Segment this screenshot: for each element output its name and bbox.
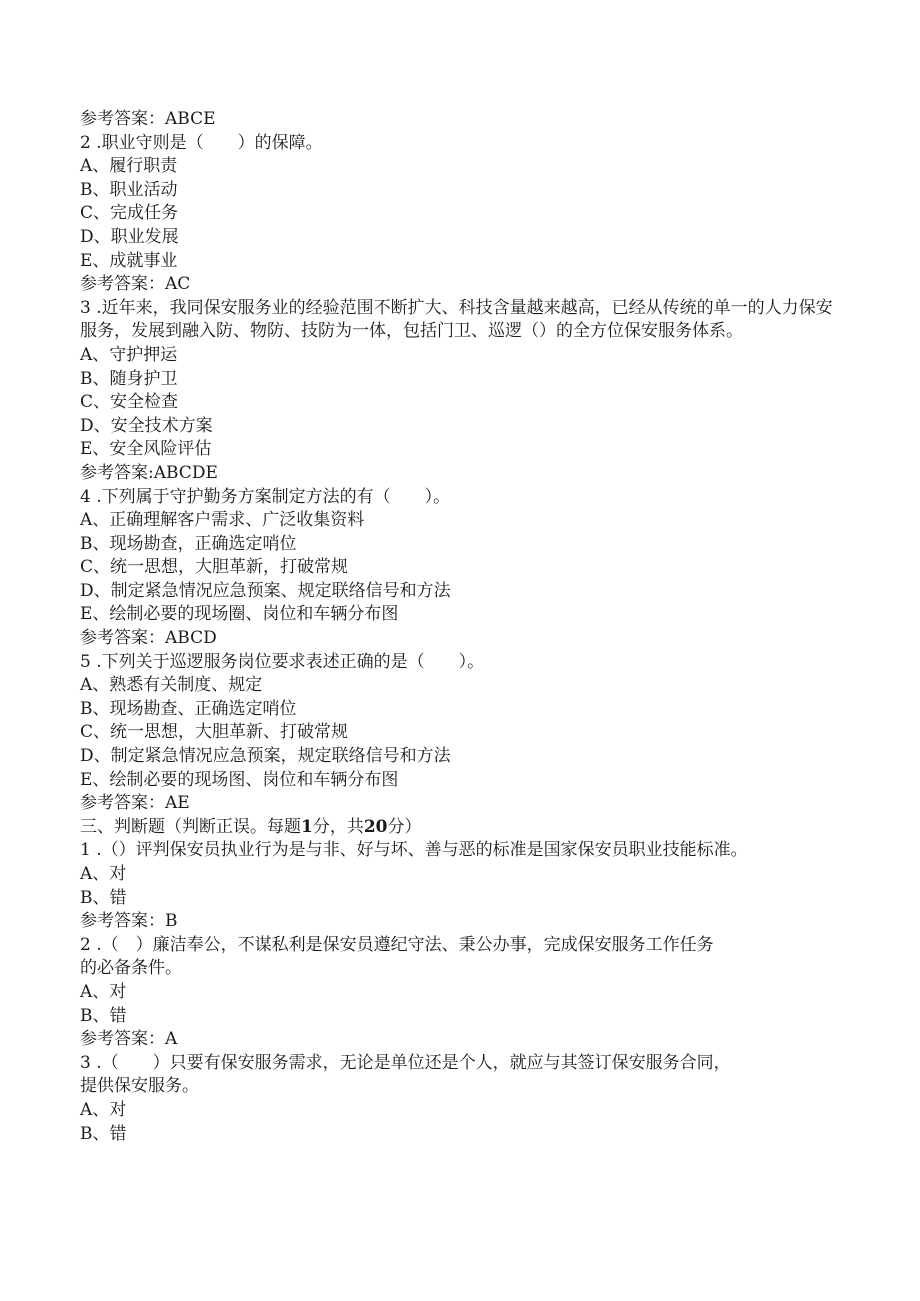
points-each: 1	[301, 816, 313, 837]
question-stem-line-1: 3 .（ ）只要有保安服务需求，无论是单位还是个人，就应与其签订保安服务合同，	[80, 1052, 731, 1073]
answer: 参考答案：AE	[80, 793, 190, 814]
question-stem: 5 .下列关于巡逻服务岗位要求表述正确的是（ ）。	[80, 651, 485, 672]
option-a: A、履行职责	[80, 156, 178, 177]
option-d: D、职业发展	[80, 226, 179, 247]
tf-question-3	[80, 1052, 850, 1146]
option-b: B、错	[80, 1005, 127, 1026]
option-a: A、对	[80, 981, 127, 1002]
option-c: C、安全检查	[80, 392, 179, 413]
heading-suffix: 分）	[387, 816, 422, 837]
option-c: C、统一思想，大胆革新，打破常规	[80, 557, 349, 578]
question-stem: 4 .下列属于守护勤务方案制定方法的有（ ）。	[80, 486, 451, 507]
heading-prefix: 三、判断题（判断正误。每题	[80, 816, 301, 837]
option-d: D、制定紧急情况应急预案，规定联络信号和方法	[80, 746, 451, 767]
section-heading	[80, 816, 850, 840]
question-2	[80, 132, 850, 297]
option-a: A、熟悉有关制度、规定	[80, 675, 263, 696]
document-page	[80, 108, 850, 1146]
question-4	[80, 486, 850, 651]
tf-question-1	[80, 839, 850, 933]
option-e: E、绘制必要的现场圈、岗位和车辆分布图	[80, 604, 399, 625]
tf-question-2	[80, 934, 850, 1052]
points-total: 20	[363, 816, 388, 837]
option-e: E、绘制必要的现场图、岗位和车辆分布图	[80, 769, 399, 790]
option-a: A、守护押运	[80, 344, 178, 365]
answer: 参考答案：ABCD	[80, 628, 217, 649]
heading-mid: 分，共	[312, 816, 364, 837]
answer: 参考答案：B	[80, 911, 178, 932]
question-3	[80, 297, 850, 486]
question-stem: 1 .（）评判保安员执业行为是与非、好与坏、善与恶的标准是国家保安员职业技能标准。	[80, 840, 748, 861]
option-b: B、随身护卫	[80, 368, 178, 389]
option-a: A、对	[80, 1099, 127, 1120]
option-b: B、职业活动	[80, 179, 178, 200]
option-a: A、正确理解客户需求、广泛收集资料	[80, 510, 365, 531]
answer: 参考答案：AC	[80, 274, 191, 295]
option-e: E、成就事业	[80, 250, 178, 271]
option-e: E、安全风险评估	[80, 439, 212, 460]
option-d: D、制定紧急情况应急预案、规定联络信号和方法	[80, 580, 451, 601]
answer: 参考答案：A	[80, 1029, 178, 1050]
question-stem: 2 .职业守则是（ ）的保障。	[80, 132, 323, 153]
option-b: B、错	[80, 887, 127, 908]
option-d: D、安全技术方案	[80, 415, 213, 436]
option-b: B、现场勘查、正确选定哨位	[80, 698, 297, 719]
answer-prev: 参考答案：ABCE	[80, 109, 216, 129]
question-stem: 3 .近年来，我同保安服务业的经验范围不断扩大、科技含量越来越高，已经从传统的单一的人力保安服务，发展到融入防、物防、技防为一体，包括门卫、巡逻（）的全方位保安服务体系。	[80, 297, 833, 342]
question-stem-line-2: 提供保安服务。	[80, 1076, 199, 1097]
option-b: B、现场勘查，正确选定哨位	[80, 533, 297, 554]
option-a: A、对	[80, 864, 127, 884]
option-b: B、错	[80, 1123, 127, 1144]
question-stem-line-1: 2 .（ ）廉洁奉公，不谋私利是保安员遵纪守法、秉公办事，完成保安服务工作任务	[80, 934, 714, 955]
answer: 参考答案:ABCDE	[80, 462, 218, 483]
question-stem-line-2: 的必备条件。	[80, 958, 182, 979]
option-c: C、统一思想，大胆革新、打破常规	[80, 722, 349, 743]
option-c: C、完成任务	[80, 203, 179, 224]
question-5	[80, 651, 850, 816]
